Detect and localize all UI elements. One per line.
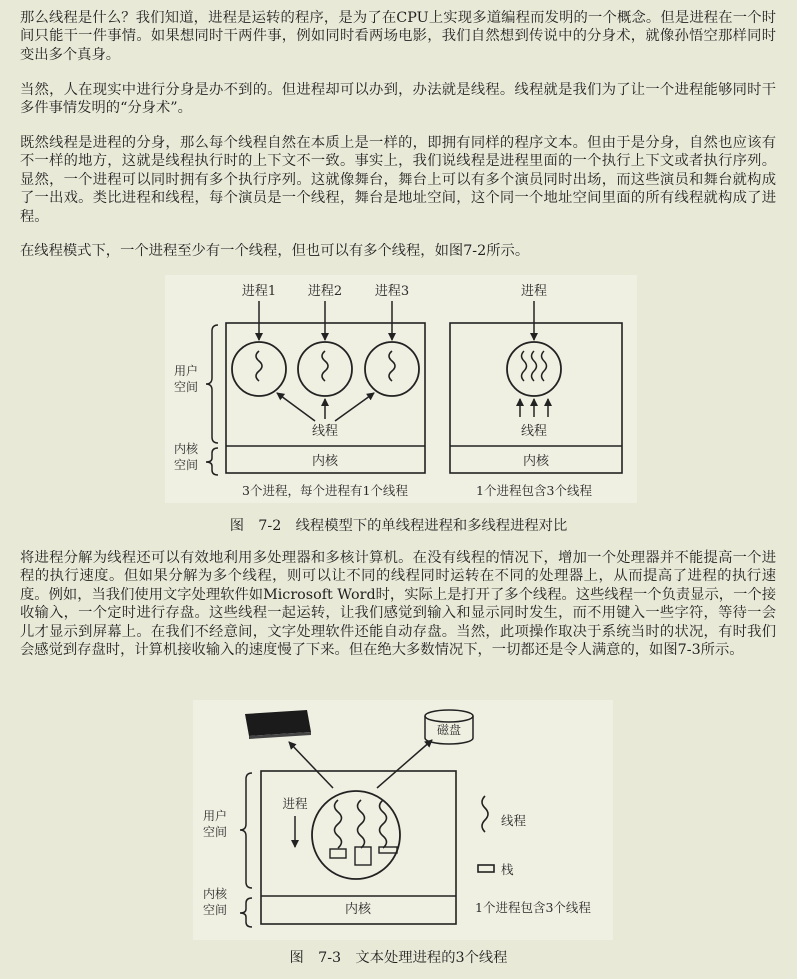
process-2-circle (298, 342, 352, 396)
kernel-space-label-2: 空间 (173, 458, 199, 472)
thread-squiggle (335, 800, 342, 848)
process-3-label: 进程3 (374, 284, 410, 299)
process-3-circle (365, 342, 419, 396)
process-1-label: 进程1 (241, 284, 277, 299)
legend-thread-label: 线程 (501, 813, 527, 828)
paragraph-2: 当然，人在现实中进行分身是办不到的。但进程却可以办到，办法就是线程。线程就是我们为了让一个进程能够同时干多件事情发明的“分身术”。 (20, 82, 776, 117)
user-space-label-1: 用户 (173, 364, 199, 378)
thread-squiggle (542, 351, 547, 381)
figure-7-2-caption: 图 7-2 线程模型下的单线程进程和多线程进程对比 (229, 518, 568, 534)
legend-stack-icon (478, 865, 494, 872)
process-1-circle (232, 342, 286, 396)
user-space-label-2: 空间 (202, 825, 228, 839)
figure-7-3-caption: 图 7-3 文本处理进程的3个线程 (289, 950, 508, 966)
thread-squiggle (389, 351, 395, 381)
thread-squiggle (358, 800, 365, 848)
process-circle (312, 791, 400, 879)
paragraph-3: 既然线程是进程的分身，那么每个线程自然在本质上是一样的，即拥有同样的程序文本。但由于是分身，自然也应该有不一样的地方，这就是线程执行时的上下文不一致。事实上，我们说线程是进程里面的一个执行上下文或者执行序列。显然，一个进程可以同时拥有多个执行序列。这就像舞台，舞台上可以有多个演员同时出场，而这些演员和舞台就构成了一出戏。类比进程和线程，每个演员是一个线程，舞台是地址空间，这个同一个地址空间里面的所有线程就构成了进程。 (20, 135, 776, 225)
figure-7-3-diagram (193, 700, 613, 940)
stack-block (330, 849, 346, 858)
figure-7-3-note: 1个进程包含3个线程 (475, 900, 591, 915)
figure-7-2 (165, 275, 637, 503)
keyboard-icon (245, 710, 311, 739)
paragraph-1: 那么线程是什么？我们知道，进程是运转的程序，是为了在CPU上实现多道编程而发明的一个概念。但是进程在一个时间只能干一件事情。如果想同时干两件事，例如同时看两场电影，我们自然想到传说中的分身术，就像孙悟空那样同时变出多个真身。 (20, 10, 776, 63)
stack-block (379, 847, 397, 853)
kernel-label-right: 内核 (522, 454, 550, 469)
kernel-space-label-1: 内核 (173, 442, 199, 456)
kernel-space-label-2: 空间 (202, 903, 228, 917)
process-right-circle (507, 342, 561, 396)
right-subcaption: 1个进程包含3个线程 (476, 483, 592, 498)
process-2-label: 进程2 (307, 284, 343, 299)
thread-squiggle (256, 351, 262, 381)
kernel-label: 内核 (344, 902, 372, 917)
user-space-brace (240, 773, 252, 888)
user-space-label-1: 用户 (202, 809, 228, 823)
process-label-right: 进程 (520, 284, 548, 299)
left-process-space-box (226, 323, 425, 473)
thread-squiggle (522, 351, 527, 381)
legend-thread-icon (482, 796, 488, 832)
figure-7-2-diagram (165, 275, 637, 503)
paragraph-4: 在线程模式下，一个进程至少有一个线程，但也可以有多个线程，如图7-2所示。 (20, 243, 530, 259)
process-label: 进程 (282, 796, 308, 811)
disk-icon (425, 710, 473, 744)
user-space-brace (206, 325, 218, 443)
kernel-space-brace (206, 448, 218, 475)
thread-squiggle (380, 800, 387, 848)
user-space-label-2: 空间 (173, 380, 199, 394)
stack-block (355, 847, 371, 865)
kernel-space-label-1: 内核 (202, 887, 228, 901)
figure-7-3 (193, 700, 613, 940)
kernel-space-brace (240, 898, 252, 927)
kernel-label-left: 内核 (311, 454, 339, 469)
right-process-space-box (450, 323, 622, 473)
disk-label: 磁盘 (436, 723, 462, 737)
legend-stack-label: 栈 (501, 862, 514, 877)
paragraph-5: 将进程分解为线程还可以有效地利用多处理器和多核计算机。在没有线程的情况下，增加一个处理器并不能提高一个进程的执行速度。但如果分解为多个线程，则可以让不同的线程同时运转在不同的处理器上，从而提高了进程的执行速度。例如，当我们使用文字处理软件如Microsoft Word时，实际上是打开了多个线程。这些线程一个负责显示，一个接收输入，一个定时进行存盘。这些线程一起运转，让我们感觉到输入和显示同时发生，而不用键入一些字符，等待一会儿才显示到屏幕上。在我们不经意间，文字处理软件还能自动存盘。当然，此项操作取决于系统当时的状况，有时我们会感觉到存盘时，计算机接收输入的速度慢了下来。但在绝大多数情况下，一切都还是令人满意的，如图7-3所示。 (20, 550, 776, 659)
thread-label-left: 线程 (311, 424, 339, 439)
left-subcaption: 3个进程，每个进程有1个线程 (242, 483, 408, 498)
thread-squiggle (532, 351, 537, 381)
thread-label-right: 线程 (520, 424, 548, 439)
thread-squiggle (322, 351, 328, 381)
